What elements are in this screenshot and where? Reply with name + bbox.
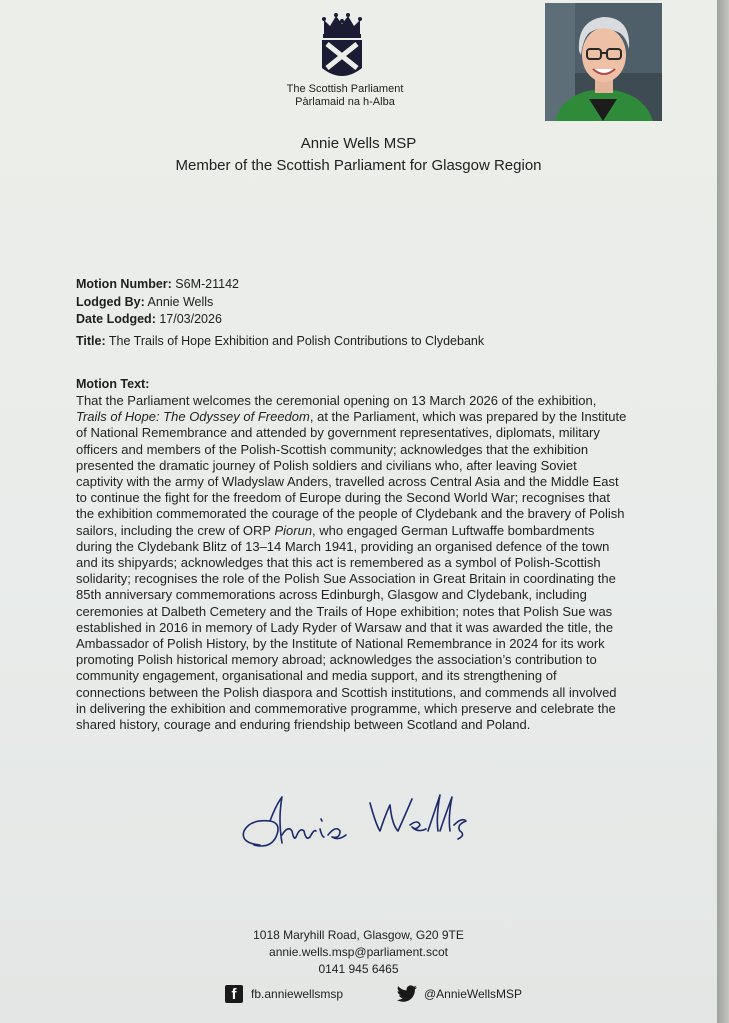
motion-text-line: to continue the fight for the freedom of Europe during the Second World War; recognises that (76, 490, 611, 506)
motion-text-line: sailors, including the crew of ORP Piorun, who engaged German Luftwaffe bombardments (76, 522, 595, 538)
motion-number-label: Motion Number: (76, 277, 172, 291)
member-region: Member of the Scottish Parliament for Glasgow Region (175, 157, 542, 174)
page-edge (717, 0, 729, 1023)
lodged-by (76, 295, 213, 309)
handwritten-signature (230, 785, 480, 865)
lodged-by-label: Lodged By: (76, 295, 145, 309)
motion-text-line: Ambassador of Polish History, by the Institute of National Remembrance in 2024 for its work (76, 636, 605, 652)
motion-text-line: established in 2016 in memory of Lady Ryder of Warsaw and that it was awarded the title, the (76, 619, 614, 635)
motion-text-line: during the Clydebank Blitz of 13–14 March 1941, providing an organised defence of the town (76, 538, 610, 554)
motion-text-line: shared history, courage and enduring friendship between Scotland and Poland. (76, 717, 531, 733)
motion-text-line: community engagement, organisational and media support, and its strengthening of (76, 668, 557, 684)
motion-number (76, 277, 239, 291)
motion-text-line: 85th anniversary commemorations across Edinburgh, Glasgow and Clydebank, including (76, 587, 587, 603)
twitter-link (396, 985, 522, 1003)
facebook-link (225, 985, 343, 1003)
scottish-parliament-crest-icon (318, 12, 366, 84)
member-name: Annie Wells MSP (300, 135, 417, 152)
motion-text-line: captivity with the army of Wladyslaw Anders, travelled across Central Asia and the Middle East (76, 474, 619, 490)
motion-text-label: Motion Text: (76, 377, 150, 391)
lodged-by-value: Annie Wells (144, 295, 214, 309)
motion-title-label: Title: (76, 334, 106, 348)
facebook-handle: fb.anniewellsmsp (251, 987, 344, 1001)
address: 1018 Maryhill Road, Glasgow, G20 9TE (253, 928, 464, 942)
motion-text-line: promoting Polish historical memory abroad; acknowledges the association’s contribution to (76, 652, 597, 668)
twitter-handle: @AnnieWellsMSP (424, 987, 522, 1001)
italic-span: Piorun (274, 522, 313, 538)
date-lodged-value: 17/03/2026 (155, 312, 222, 326)
motion-text-line: and its shipyards; acknowledges that this act is remembered as a symbol of Polish-Scottish (76, 555, 601, 571)
twitter-icon (396, 985, 418, 1003)
motion-text-line: connections between the Polish diaspora and Scottish institutions, and commends all involved (76, 684, 617, 700)
email: annie.wells.msp@parliament.scot (269, 945, 448, 959)
phone: 0141 945 6465 (318, 962, 399, 976)
motion-text-line: presented the dramatic journey of Polish soldiers and civilians who, after leaving Soviet (76, 457, 577, 473)
motion-text-line: the exhibition commemorated the courage of the people of Clydebank and the bravery of Polish (76, 506, 625, 522)
motion-text-line: officers and members of the Polish-Scottish community; acknowledges that the exhibition (76, 441, 589, 457)
motion-title (76, 334, 484, 348)
motion-text-line: in delivering the exhibition and commemorative programme, which preserve and celebrate the (76, 700, 616, 716)
motion-title-value: The Trails of Hope Exhibition and Polish Contributions to Clydebank (105, 334, 485, 348)
italic-span: Trails of Hope: The Odyssey of Freedom (76, 409, 310, 425)
motion-number-value: S6M-21142 (171, 277, 239, 291)
date-lodged (76, 312, 222, 326)
portrait-photo (545, 3, 662, 121)
motion-text-line: That the Parliament welcomes the ceremonial opening on 13 March 2026 of the exhibition, (76, 393, 597, 408)
date-lodged-label: Date Lodged: (76, 312, 156, 326)
parliament-name-en: The Scottish Parliament (286, 83, 404, 95)
motion-text-line: Trails of Hope: The Odyssey of Freedom, at the Parliament, which was prepared by the Institute (76, 409, 627, 425)
parliament-name-gd: Pàrlamaid na h-Alba (295, 96, 395, 108)
motion-text-line: ceremonies at Dalbeth Cemetery and the Trails of Hope exhibition; notes that Polish Sue was (76, 603, 613, 619)
motion-text-line: solidarity; recognises the role of the Polish Sue Association in Great Britain in coordinating the (76, 571, 616, 587)
facebook-icon: f (225, 985, 243, 1003)
motion-text-line: of National Remembrance and attended by government representatives, diplomats, military (76, 425, 600, 441)
parliament-name (250, 83, 440, 109)
motion-text (76, 393, 660, 733)
